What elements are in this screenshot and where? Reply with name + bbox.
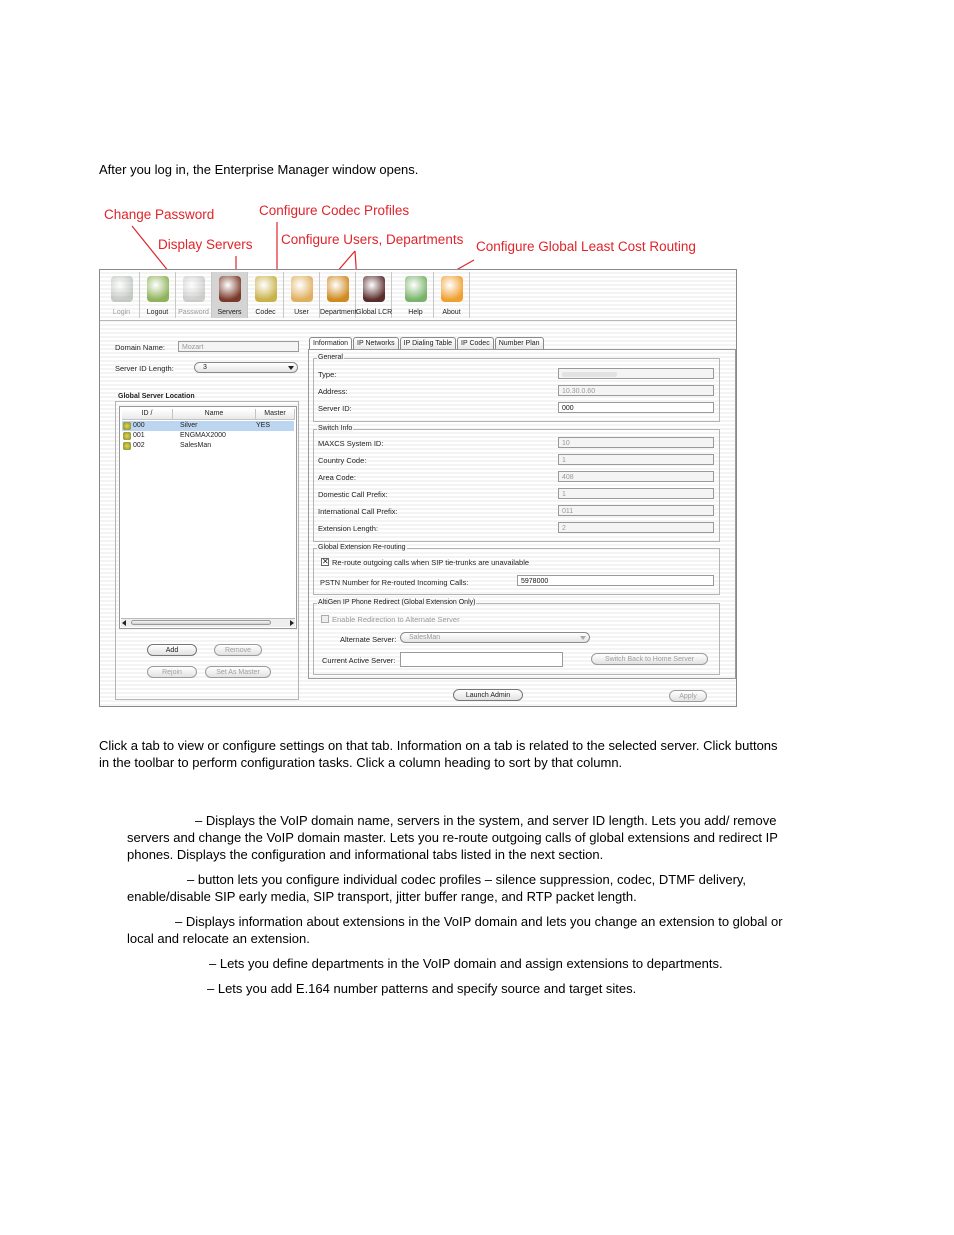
callout-display-servers: Display Servers — [158, 237, 253, 252]
help-icon — [405, 276, 427, 302]
country-code-label: Country Code: — [318, 456, 367, 465]
area-code-field[interactable]: 408 — [558, 471, 714, 482]
table-row[interactable] — [122, 421, 294, 431]
toolbar-button-user[interactable] — [284, 272, 320, 318]
callout-change-password: Change Password — [104, 207, 215, 222]
item-global-lcr: – Lets you add E.164 number patterns and specify source and target sites. — [207, 981, 637, 996]
launch-admin-button[interactable]: Launch Admin — [453, 689, 523, 701]
item-servers: – Displays the VoIP domain name, servers in the system, and server ID length. Lets you add/ remove servers and change the VoIP domain master. Lets you re-route outgoing calls of global extensions and redirect IP phones. Displays the configuration and informational tabs listed in the next section. — [127, 813, 778, 862]
toolbar-button-label: Password — [178, 309, 209, 316]
tab-information[interactable]: Information — [309, 337, 352, 349]
tab-bar — [309, 337, 545, 349]
logout-icon — [147, 276, 169, 302]
server-row-icon — [123, 442, 131, 450]
toolbar-button-label: Logout — [146, 309, 169, 316]
callout-users-departments: Configure Users, Departments — [281, 232, 464, 247]
add-button[interactable]: Add — [147, 644, 197, 656]
rerouting-group — [313, 544, 720, 595]
system-id-label: MAXCS System ID: — [318, 439, 384, 448]
table-row[interactable] — [122, 441, 294, 451]
server-id-length-label: Server ID Length: — [115, 364, 174, 373]
cell-id: 000 — [133, 422, 145, 429]
enterprise-manager-window — [99, 269, 737, 707]
toolbar-button-label: Global LCR — [356, 309, 393, 316]
pstn-number-field[interactable]: 5978000 — [517, 575, 714, 586]
type-label: Type: — [318, 370, 337, 379]
toolbar-button-label: Servers — [217, 309, 242, 316]
item-department: – Lets you define departments in the VoIP domain and assign extensions to departments. — [209, 956, 723, 971]
alternate-server-select[interactable] — [400, 632, 590, 643]
about-icon — [441, 276, 463, 302]
column-header-master[interactable]: Master — [256, 409, 295, 420]
cell-name: ENGMAX2000 — [180, 432, 226, 439]
callout-codec-profiles: Configure Codec Profiles — [259, 203, 410, 218]
cell-name: Silver — [180, 422, 198, 429]
server-id-length-value: 3 — [203, 364, 207, 371]
international-prefix-label: International Call Prefix: — [318, 507, 398, 516]
toolbar-button-label: Department — [320, 309, 357, 316]
tab-ip-codec[interactable]: IP Codec — [457, 337, 494, 349]
codec-icon — [255, 276, 277, 302]
switch-back-button[interactable]: Switch Back to Home Server — [591, 653, 708, 665]
rerouting-title: Global Extension Re-routing — [318, 544, 406, 551]
server-id-length-select[interactable] — [194, 362, 298, 373]
type-field[interactable] — [558, 368, 714, 379]
domain-name-field[interactable]: Mozart — [178, 341, 299, 352]
chevron-down-icon — [288, 366, 294, 370]
scroll-left-arrow[interactable] — [122, 620, 126, 626]
domestic-prefix-label: Domestic Call Prefix: — [318, 490, 388, 499]
global-server-location-title: Global Server Location — [118, 393, 195, 400]
country-code-field[interactable]: 1 — [558, 454, 714, 465]
toolbar — [104, 272, 470, 318]
server-id-field[interactable]: 000 — [558, 402, 714, 413]
cell-id: 002 — [133, 442, 145, 449]
keys-icon — [183, 276, 205, 302]
toolbar-button-codec[interactable] — [248, 272, 284, 318]
table-row[interactable] — [122, 431, 294, 441]
cell-id: 001 — [133, 432, 145, 439]
tab-ip-networks[interactable]: IP Networks — [353, 337, 399, 349]
tab-ip-dialing-table[interactable]: IP Dialing Table — [400, 337, 456, 349]
set-as-master-button[interactable]: Set As Master — [205, 666, 271, 678]
alternate-server-label: Alternate Server: — [340, 635, 397, 644]
toolbar-button-login[interactable] — [104, 272, 140, 318]
department-icon — [327, 276, 349, 302]
server-row-icon — [123, 422, 131, 430]
domestic-prefix-field[interactable]: 1 — [558, 488, 714, 499]
intro-text: After you log in, the Enterprise Manager window opens. — [99, 162, 419, 177]
column-header-id[interactable]: ID / — [122, 409, 173, 420]
remove-button[interactable]: Remove — [214, 644, 262, 656]
scroll-thumb[interactable] — [131, 620, 271, 625]
international-prefix-field[interactable]: 011 — [558, 505, 714, 516]
type-value-redacted — [562, 372, 617, 377]
redirect-title: AltiGen IP Phone Redirect (Global Extension Only) — [318, 599, 476, 606]
paragraph-tabs: Click a tab to view or configure settings on that tab. Information on a tab is related to the selected server. Click buttons in the toolbar to perform configuration tasks. Click a column heading to sort by that column. — [99, 738, 778, 770]
scroll-right-arrow[interactable] — [290, 620, 294, 626]
toolbar-button-department[interactable] — [320, 272, 356, 318]
alternate-server-value: SalesMan — [409, 634, 441, 641]
toolbar-button-servers[interactable] — [212, 272, 248, 318]
lock-icon — [111, 276, 133, 302]
rejoin-button[interactable]: Rejoin — [147, 666, 197, 678]
pstn-number-label: PSTN Number for Re-routed Incoming Calls: — [320, 578, 469, 587]
extension-length-field[interactable]: 2 — [558, 522, 714, 533]
reroute-checkbox-label: Re-route outgoing calls when SIP tie-trunks are unavailable — [332, 558, 530, 567]
enable-redirection-checkbox[interactable] — [321, 615, 329, 623]
server-row-icon — [123, 432, 131, 440]
cell-master: YES — [256, 422, 271, 429]
item-user: – Displays information about extensions in the VoIP domain and lets you change an extension to global or local and relocate an extension. — [127, 914, 783, 946]
router-icon — [363, 276, 385, 302]
address-field[interactable]: 10.30.0.60 — [558, 385, 714, 396]
toolbar-button-label: Login — [112, 309, 131, 316]
tab-number-plan[interactable]: Number Plan — [495, 337, 544, 349]
extension-length-label: Extension Length: — [318, 524, 379, 533]
current-active-server-field[interactable] — [400, 652, 563, 667]
cell-name: SalesMan — [180, 442, 212, 449]
current-active-server-label: Current Active Server: — [322, 656, 396, 665]
item-codec: – button lets you configure individual codec profiles – silence suppression, codec, DTMF delivery, enable/disable SIP early media, SIP transport, jitter buffer range, and RTP packet length. — [127, 872, 747, 904]
chevron-down-icon — [580, 636, 586, 640]
system-id-field[interactable]: 10 — [558, 437, 714, 448]
area-code-label: Area Code: — [318, 473, 356, 482]
server-id-label: Server ID: — [318, 404, 352, 413]
toolbar-button-label: Codec — [255, 309, 276, 316]
server-icon — [219, 276, 241, 302]
apply-button[interactable]: Apply — [669, 690, 707, 702]
toolbar-button-label: Help — [408, 309, 423, 316]
enable-redirection-label: Enable Redirection to Alternate Server — [332, 615, 460, 624]
switch-info-title: Switch Info — [318, 425, 353, 432]
toolbar-button-help[interactable] — [398, 272, 434, 318]
toolbar-button-about[interactable] — [434, 272, 470, 318]
toolbar-button-global-lcr[interactable] — [356, 272, 392, 318]
toolbar-button-label: User — [294, 309, 309, 316]
horizontal-scrollbar[interactable] — [121, 618, 295, 627]
toolbar-button-logout[interactable] — [140, 272, 176, 318]
server-table — [119, 406, 297, 629]
domain-name-label: Domain Name: — [115, 343, 166, 352]
toolbar-button-label: About — [442, 309, 461, 316]
column-header-name[interactable]: Name — [173, 409, 256, 420]
toolbar-separator — [100, 320, 736, 321]
toolbar-button-password[interactable] — [176, 272, 212, 318]
general-title: General — [318, 354, 343, 361]
callout-global-lcr: Configure Global Least Cost Routing — [476, 239, 696, 254]
user-icon — [291, 276, 313, 302]
address-label: Address: — [318, 387, 348, 396]
reroute-checkbox[interactable]: ✕ — [322, 557, 329, 566]
